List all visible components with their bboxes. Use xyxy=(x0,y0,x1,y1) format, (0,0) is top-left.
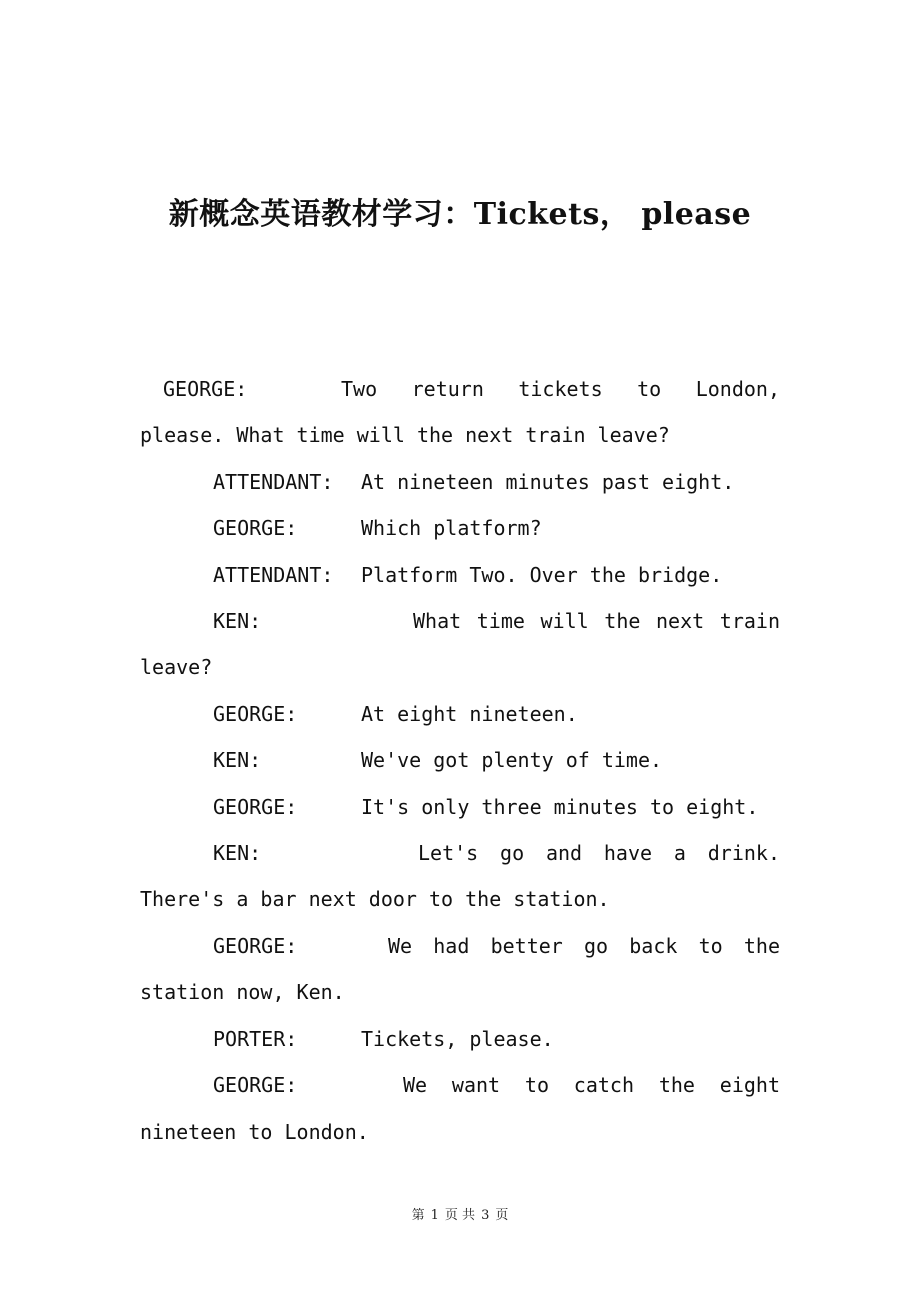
speaker-label: GEORGE: xyxy=(213,794,298,819)
page-label-suffix: 页 xyxy=(495,1208,509,1223)
dialogue-line xyxy=(140,598,780,691)
page-label-prefix: 第 xyxy=(411,1208,425,1223)
speaker-label: PORTER: xyxy=(213,1026,298,1051)
dialogue-line xyxy=(140,737,780,783)
total-pages-number: 3 xyxy=(481,1208,490,1223)
line-text: Two return tickets to London, please. What time will the next train leave? xyxy=(140,377,780,448)
dialogue-body xyxy=(140,366,780,1155)
line-text: Platform Two. Over the bridge. xyxy=(361,562,723,587)
page-footer xyxy=(0,1206,920,1226)
line-text: Tickets, please. xyxy=(361,1026,554,1051)
speaker-label: GEORGE: xyxy=(163,377,248,401)
dialogue-line xyxy=(140,505,780,551)
speaker-label: GEORGE: xyxy=(213,516,298,541)
line-text: It's only three minutes to eight. xyxy=(361,794,759,819)
dialogue-line xyxy=(140,691,780,737)
line-text: Which platform? xyxy=(361,516,542,541)
page-label-mid: 页 共 xyxy=(444,1208,476,1223)
speaker-label: ATTENDANT: xyxy=(213,469,334,494)
dialogue-line xyxy=(140,923,780,1016)
speaker-label: GEORGE: xyxy=(213,933,298,958)
line-text: We want to catch the eight nineteen to London. xyxy=(140,1073,780,1144)
dialogue-line xyxy=(140,366,780,459)
dialogue-line xyxy=(140,1062,780,1155)
speaker-label: KEN: xyxy=(213,748,262,773)
dialogue-line xyxy=(140,459,780,505)
current-page-number: 1 xyxy=(430,1208,439,1223)
speaker-label: GEORGE: xyxy=(213,1073,298,1098)
speaker-label: KEN: xyxy=(213,609,262,634)
speaker-label: ATTENDANT: xyxy=(213,562,334,587)
dialogue-line xyxy=(140,552,780,598)
dialogue-line xyxy=(140,784,780,830)
line-text: At nineteen minutes past eight. xyxy=(361,469,735,494)
line-text: We've got plenty of time. xyxy=(361,748,663,773)
speaker-label: GEORGE: xyxy=(213,701,298,726)
speaker-label: KEN: xyxy=(213,841,262,866)
dialogue-line xyxy=(140,1016,780,1062)
dialogue-line xyxy=(140,830,780,923)
line-text: Let's go and have a drink. There's a bar next door to the station. xyxy=(140,841,780,912)
line-text: At eight nineteen. xyxy=(361,701,578,726)
line-text: What time will the next train leave? xyxy=(140,609,780,680)
document-title: 新概念英语教材学习：Tickets， please xyxy=(168,197,752,232)
line-text: We had better go back to the station now, Ken. xyxy=(140,933,780,1005)
